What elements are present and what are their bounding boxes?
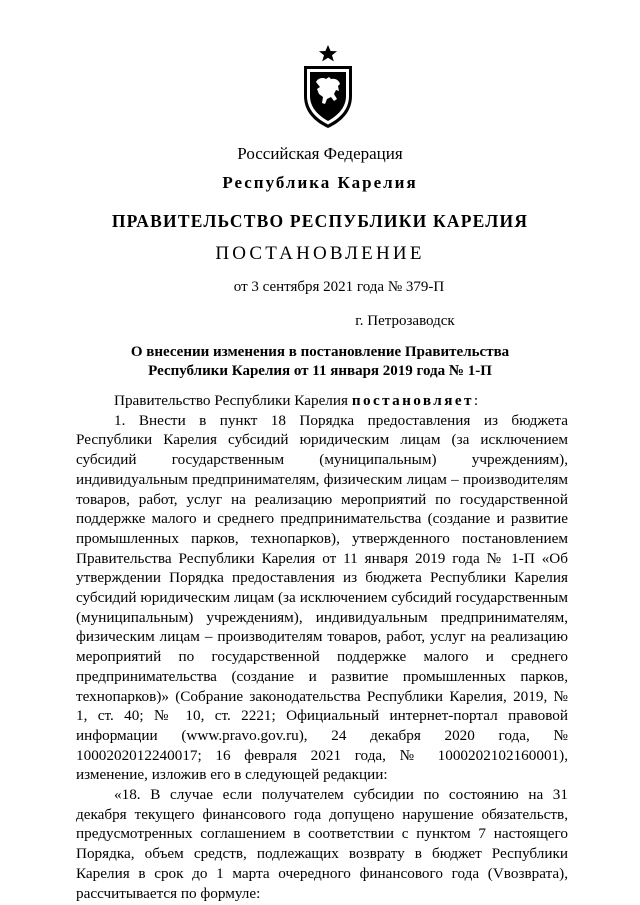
country-name: Российская Федерация [237, 144, 403, 163]
paragraph-1: 1. Внести в пункт 18 Порядка предоставления из бюджета Республики Карелия субсидий юридическим лицам (за исключением субсидий государственным (муниципальным) учреждениям), индивидуальным предпринимателям, физическим лицам – производителям товаров, работ, услуг на реализацию мероприятий по государственной поддержке малого и среднего предпринимательства (создание и развитие промышленных парков, технопарков), утвержденного постановлением Правительства Республики Карелия от 11 января 2019 года № 1-П «Об утверждении Порядка предоставления из бюджета Республики Карелия субсидий юридическим лицам (за исключением субсидий государственным (муниципальным) учреждениям), индивидуальным предпринимателям, физическим лицам – производителям товаров, работ, услуг на реализацию мероприятий по государственной поддержке малого и среднего предпринимательства (создание и развитие промышленных парков, технопарков)» (Собрание законодательства Республики Карелия, 2019, № 1, ст. 40; № 10, ст. 2221; Официальный интернет-портал правовой информации (www.pravo.gov.ru), 24 декабря 2020 года, № 1000202012240017; 16 февраля 2021 года, № 1000202102160001), изменение, изложив его в следующей редакции: [76, 411, 568, 784]
document-subject [0, 343, 640, 381]
resolution-intro [76, 391, 568, 411]
city-name: г. Петрозаводск [355, 313, 455, 329]
subject-line-2: Республики Карелия от 11 января 2019 года № 1-П [148, 363, 492, 379]
intro-colon: : [473, 392, 479, 409]
document-type: ПОСТАНОВЛЕНИЕ [215, 243, 425, 264]
government-title: ПРАВИТЕЛЬСТВО РЕСПУБЛИКИ КАРЕЛИЯ [111, 211, 529, 231]
document-date-number: от 3 сентября 2021 года № 379-П [233, 279, 445, 295]
intro-text: Правительство Республики Карелия [114, 392, 352, 409]
intro-decree-word: постановляет [351, 392, 474, 409]
paragraph-2: «18. В случае если получателем субсидии по состоянию на 31 декабря текущего финансового года допущено нарушение обязательств, предусмотренных соглашением в соответствии с пунктом 7 настоящего Порядка, объем средств, подлежащих возврату в бюджет Республики Карелия в срок до 1 марта очередного финансового года (Vвозврата), рассчитывается по формуле: [76, 786, 568, 902]
coat-of-arms-emblem [301, 44, 355, 130]
republic-name: Республика Карелия [222, 173, 418, 192]
star-icon [319, 45, 337, 61]
document-body [76, 391, 568, 903]
subject-line-1: О внесении изменения в постановление Правительства [130, 344, 510, 360]
